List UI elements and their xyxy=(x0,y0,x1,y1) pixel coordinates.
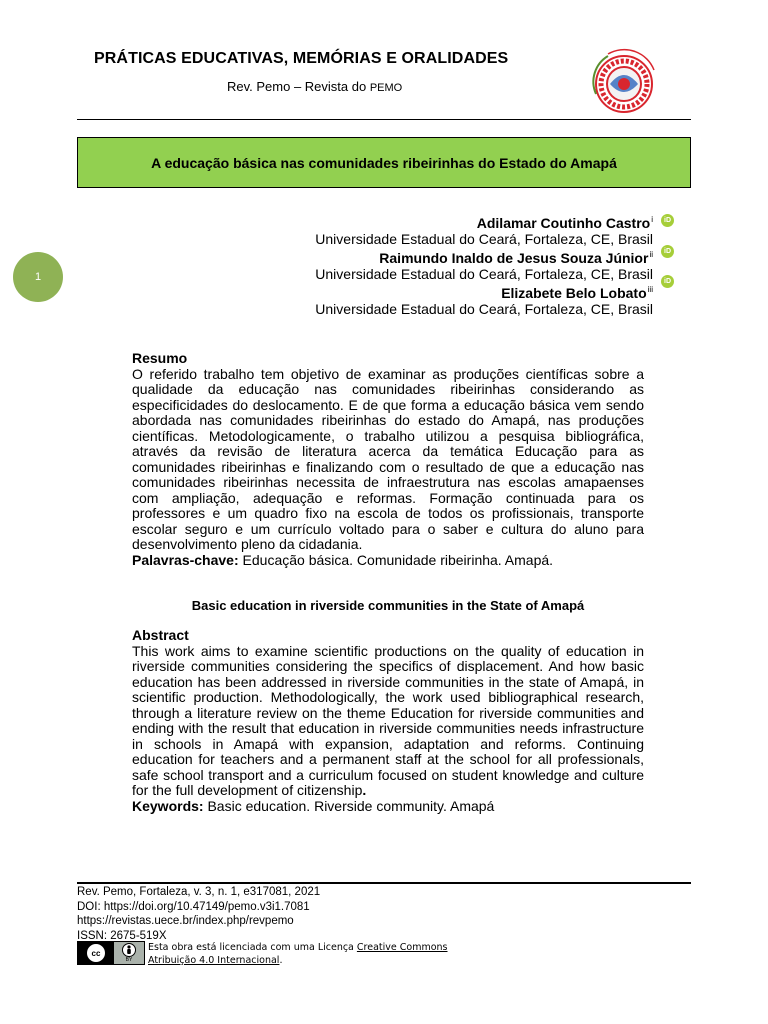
journal-subtitle-text: Rev. Pemo – Revista do xyxy=(227,79,370,94)
keywords-text: Basic education. Riverside community. Amapá xyxy=(203,797,495,814)
license-link-cc[interactable]: Creative Commons xyxy=(356,942,448,953)
author-name-text: Elizabete Belo Lobato xyxy=(501,285,647,301)
citation-line: Rev. Pemo, Fortaleza, v. 3, n. 1, e317081, 2021 xyxy=(77,886,321,898)
orcid-icon[interactable]: iD xyxy=(661,245,674,258)
palavras-chave-label: Palavras-chave: xyxy=(132,551,239,568)
author-name xyxy=(315,247,653,267)
abstract-end-mark: . xyxy=(362,782,367,798)
footer-info xyxy=(77,885,320,943)
palavras-chave xyxy=(132,553,644,569)
author-name xyxy=(315,282,653,302)
orcid-icon[interactable]: iD xyxy=(661,214,674,227)
journal-subtitle xyxy=(227,79,402,94)
journal-title: PRÁTICAS EDUCATIVAS, MEMÓRIAS E ORALIDADES xyxy=(94,50,509,67)
page-number-badge: 1 xyxy=(13,252,63,302)
article-title: A educação básica nas comunidades ribeirinhas do Estado do Amapá xyxy=(151,154,617,171)
license-row xyxy=(77,941,448,967)
abstract-heading: Abstract xyxy=(132,627,189,643)
abstract-section xyxy=(132,628,644,814)
author-note-marker[interactable]: iii xyxy=(647,285,653,294)
journal-url[interactable]: https://revistas.uece.br/index.php/revpemo xyxy=(77,915,294,927)
person-icon xyxy=(122,943,136,957)
cc-by-badge[interactable] xyxy=(77,941,145,965)
orcid-icon[interactable]: iD xyxy=(661,275,674,288)
issn-line: ISSN: 2675-519X xyxy=(77,929,167,942)
keywords xyxy=(132,799,644,815)
author-note-marker[interactable]: ii xyxy=(649,250,653,259)
author-affiliation: Universidade Estadual do Ceará, Fortaleza, CE, Brasil xyxy=(315,300,653,317)
journal-logo xyxy=(578,44,662,120)
palavras-chave-text: Educação básica. Comunidade ribeirinha. Amapá. xyxy=(238,551,554,568)
resumo-section xyxy=(132,351,644,568)
license-link-attribution[interactable]: Atribuição 4.0 Internacional xyxy=(148,955,280,966)
author-affiliation: Universidade Estadual do Ceará, Fortaleza, CE, Brasil xyxy=(315,230,653,247)
author-name-text: Adilamar Coutinho Castro xyxy=(476,215,651,231)
license-prefix: Esta obra está licenciada com uma Licença xyxy=(148,942,357,953)
by-label: BY xyxy=(125,957,133,963)
resumo-text: O referido trabalho tem objetivo de examinar as produções científicas sobre a qualidade da educação nas comunidades ribeirinhas considerando as especificidades do deslocamento. E de que forma a educação básica vem sendo abordada nas comunidades ribeirinhas do estado do Amapá, nas produções científicas. Metodologicamente, o trabalho utilizou a pesquisa bibliográfica, através da revisão de literatura acerca da temática Educação para as comunidades ribeirinhas e finalizando com o resultado de que a educação nas comunidades ribeirinhas necessita de infraestrutura nas escolas amapaenses com ampliação, adequação e reformas. Formação continuada para os professores e um quadro fixo na escola de todos os profissionais, transporte escolar seguro e um currículo voltado para o saber e cultura do aluno para desenvolvimento pleno da cidadania. xyxy=(132,365,644,552)
cc-icon: cc xyxy=(86,943,106,963)
license-suffix: . xyxy=(279,955,283,966)
author-list xyxy=(315,212,653,317)
author-affiliation: Universidade Estadual do Ceará, Fortaleza, CE, Brasil xyxy=(315,265,653,282)
abstract-text xyxy=(132,644,644,799)
abstract-body: This work aims to examine scientific productions on the quality of education in riverside communities considering the specifics of displacement. And how basic education has been addressed in riverside communities in the state of Amapá, in scientific production. Methodologically, the work used bibliographical research, through a literature review on the theme Education for riverside communities and ending with the result that education in riverside communities needs infrastructure in schools in Amapá with expansion, adaptation and reforms. Continuing education for teachers and a permanent staff at the school for all professionals, safe school transport and a curriculum focused on student knowledge and culture for the full development of citizenship xyxy=(132,642,644,798)
author-note-marker[interactable]: i xyxy=(651,215,653,224)
author-name xyxy=(315,212,653,232)
header-divider xyxy=(77,119,691,120)
resumo-heading: Resumo xyxy=(132,350,188,366)
english-title: Basic education in riverside communities in the State of Amapá xyxy=(191,598,585,613)
author-name-text: Raimundo Inaldo de Jesus Souza Júnior xyxy=(379,250,649,266)
journal-abbrev: PEMO xyxy=(369,82,403,94)
footer-divider xyxy=(77,882,691,884)
doi-line[interactable]: DOI: https://doi.org/10.47149/pemo.v3i1.7081 xyxy=(77,900,310,913)
license-text xyxy=(148,941,448,967)
keywords-label: Keywords: xyxy=(132,797,204,814)
article-title-box xyxy=(77,137,691,188)
